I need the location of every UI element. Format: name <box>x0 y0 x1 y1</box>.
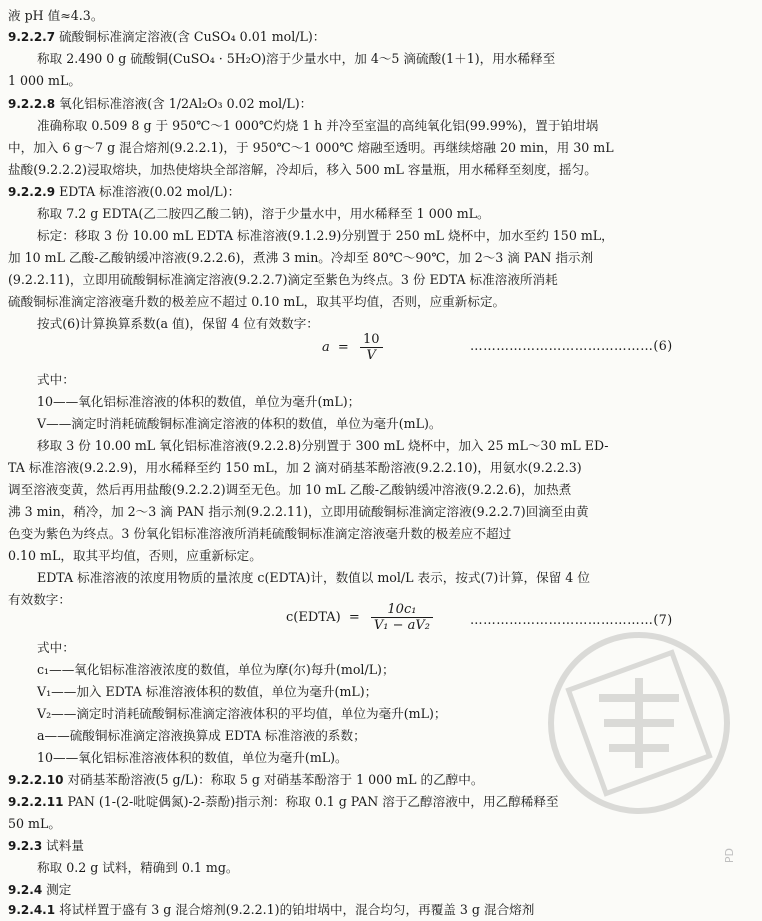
text-line <box>37 372 762 388</box>
line-text: 标定：移取 3 份 10.00 mL EDTA 标准溶液(9.1.2.9)分别置于 250 mL 烧杯中，加水至约 150 mL， <box>37 228 614 243</box>
section-number: 9.2.3 <box>8 839 43 853</box>
formula-7-equals: = <box>348 610 360 625</box>
section-heading <box>8 29 733 45</box>
text-line <box>37 570 762 586</box>
line-text: 有效数字： <box>8 592 71 607</box>
line-text: V——滴定时消耗硫酸铜标准滴定溶液的体积的数值，单位为毫升(mL)。 <box>37 416 442 431</box>
formula-7-label: (7) <box>653 612 673 627</box>
line-text: TA 标准溶液(9.2.2.9)，用水稀释至约 150 mL，加 2 滴对硝基苯酚溶液(9.2.2.10)，用氨水(9.2.2.3) <box>8 460 582 475</box>
text-line <box>37 684 762 700</box>
text-line <box>37 662 762 678</box>
line-text: 将试样置于盛有 3 g 混合熔剂(9.2.2.1)的铂坩埚中，混合均匀，再覆盖 3 g 混合熔剂 <box>55 902 535 917</box>
section-heading <box>8 794 733 810</box>
text-line <box>8 816 733 832</box>
section-number: 9.2.2.9 <box>8 185 56 199</box>
formula-6-fraction <box>360 332 383 363</box>
line-text: 色变为紫色为终点。3 份氧化铝标准溶液所消耗硫酸铜标准滴定溶液毫升数的极差应不超过 <box>8 526 512 541</box>
line-text: 式中： <box>37 372 75 387</box>
formula-7-numerator: 10c₁ <box>371 602 433 618</box>
line-text: 沸 3 min，稍冷，加 2～3 滴 PAN 指示剂(9.2.2.11)，立即用硫酸铜标准滴定溶液(9.2.2.7)回滴至由黄 <box>8 504 589 519</box>
section-number: 9.2.2.11 <box>8 795 64 809</box>
text-line <box>8 504 733 520</box>
line-text: 10——氧化铝标准溶液体积的数值，单位为毫升(mL)。 <box>37 750 348 765</box>
line-text: 试料量 <box>42 838 84 853</box>
formula-7-lhs: c(EDTA) <box>286 610 341 625</box>
text-line <box>8 592 733 608</box>
section-heading <box>8 96 733 112</box>
text-line <box>37 316 762 332</box>
line-text: V₂——滴定时消耗硫酸铜标准滴定溶液体积的平均值，单位为毫升(mL)； <box>37 706 447 721</box>
line-text: 加 10 mL 乙酸-乙酸钠缓冲溶液(9.2.2.6)，煮沸 3 min。冷却至 80℃～90℃，加 2～3 滴 PAN 指示剂 <box>8 250 594 265</box>
section-heading <box>8 882 733 898</box>
text-line <box>37 394 762 410</box>
line-text: 10——氧化铝标准溶液的体积的数值，单位为毫升(mL)； <box>37 394 361 409</box>
line-text: c₁——氧化铝标准溶液浓度的数值，单位为摩(尔)每升(mol/L)； <box>37 662 395 677</box>
text-line <box>8 162 733 178</box>
line-text: 中，加入 6 g～7 g 混合熔剂(9.2.2.1)，于 950℃～1 000℃ 熔融至透明。再继续熔融 20 min，用 30 mL <box>8 140 614 155</box>
text-line <box>37 438 762 454</box>
text-line <box>8 73 733 89</box>
section-number: 9.2.2.10 <box>8 773 64 787</box>
text-line <box>37 860 762 876</box>
section-number: 9.2.2.7 <box>8 30 56 44</box>
formula-6-numerator: 10 <box>360 332 383 348</box>
line-text: 准确称取 0.509 8 g 于 950℃～1 000℃灼烧 1 h 并冷至室温的高纯氧化铝(99.99%)，置于铂坩埚 <box>37 118 599 133</box>
section-number: 9.2.4 <box>8 883 43 897</box>
line-text: 调至溶液变黄，然后再用盐酸(9.2.2.2)调至无色。加 10 mL 乙酸-乙酸钠缓冲溶液(9.2.2.6)，加热煮 <box>8 482 572 497</box>
text-line <box>37 706 762 722</box>
line-text: 称取 2.490 0 g 硫酸铜(CuSO₄ · 5H₂O)溶于少量水中，加 4～5 滴硫酸(1＋1)，用水稀释至 <box>37 51 556 66</box>
formula-6 <box>322 332 386 363</box>
text-line <box>37 416 762 432</box>
text-line <box>37 728 762 744</box>
line-text: 1 000 mL。 <box>8 73 81 88</box>
seal-stamp-icon <box>544 628 734 818</box>
formula-6-denominator: V <box>366 348 376 363</box>
text-line <box>37 118 762 134</box>
section-heading <box>8 838 733 854</box>
text-line <box>8 8 733 24</box>
text-line <box>37 206 762 222</box>
text-line <box>8 460 733 476</box>
text-line <box>8 526 733 542</box>
line-text: 液 pH 值≈4.3。 <box>8 8 104 23</box>
section-number: 9.2.4.1 <box>8 903 56 917</box>
line-text: 氧化铝标准溶液(含 1/2Al₂O₃ 0.02 mol/L)： <box>55 96 313 111</box>
line-text: 0.10 mL，取其平均值，否则，应重新标定。 <box>8 548 262 563</box>
section-heading <box>8 772 733 788</box>
line-text: 称取 0.2 g 试料，精确到 0.1 mg。 <box>37 860 239 875</box>
text-line <box>8 548 733 564</box>
line-text: 式中： <box>37 640 75 655</box>
line-text: PAN (1-(2-吡啶偶氮)-2-萘酚)指示剂：称取 0.1 g PAN 溶于乙醇溶液中，用乙醇稀释至 <box>63 794 559 809</box>
line-text: 50 mL。 <box>8 816 61 831</box>
text-line <box>37 750 762 766</box>
line-text: (9.2.2.11)，立即用硫酸铜标准滴定溶液(9.2.2.7)滴定至紫色为终点。3 份 EDTA 标准溶液所消耗 <box>8 272 558 287</box>
text-line <box>8 140 733 156</box>
formula-6-equals: = <box>337 340 349 355</box>
text-line <box>8 482 733 498</box>
line-text: EDTA 标准溶液的浓度用物质的量浓度 c(EDTA)计，数值以 mol/L 表示，按式(7)计算，保留 4 位 <box>37 570 590 585</box>
formula-6-lhs: a <box>322 340 330 355</box>
section-heading <box>8 902 733 918</box>
line-text: 按式(6)计算换算系数(a 值)，保留 4 位有效数字： <box>37 316 319 331</box>
text-line <box>8 294 733 310</box>
line-text: EDTA 标准溶液(0.02 mol/L)： <box>55 184 241 199</box>
line-text: a——硫酸铜标准滴定溶液换算成 EDTA 标准溶液的系数； <box>37 728 366 743</box>
text-line <box>37 228 762 244</box>
formula-6-leader: ……………………………………(6) <box>470 338 673 353</box>
watermark-text: PD <box>723 848 736 864</box>
text-line <box>8 272 733 288</box>
line-text: 称取 7.2 g EDTA(乙二胺四乙酸二钠)，溶于少量水中，用水稀释至 1 000 mL。 <box>37 206 490 221</box>
line-text: 盐酸(9.2.2.2)浸取熔块，加热使熔块全部溶解，冷却后，移入 500 mL 容量瓶，用水稀释至刻度，摇匀。 <box>8 162 597 177</box>
line-text: 硫酸铜标准滴定溶液(含 CuSO₄ 0.01 mol/L)： <box>55 29 326 44</box>
formula-7-leader: ……………………………………(7) <box>470 612 673 627</box>
formula-7-denominator: V₁ − aV₂ <box>373 618 430 633</box>
formula-6-label: (6) <box>653 338 673 353</box>
line-text: 移取 3 份 10.00 mL 氧化铝标准溶液(9.2.2.8)分别置于 300 mL 烧杯中，加入 25 mL～30 mL ED- <box>37 438 609 453</box>
line-text: V₁——加入 EDTA 标准溶液体积的数值，单位为毫升(mL)； <box>37 684 378 699</box>
section-heading <box>8 184 733 200</box>
section-number: 9.2.2.8 <box>8 97 56 111</box>
line-text: 硫酸铜标准滴定溶液毫升数的极差应不超过 0.10 mL，取其平均值，否则，应重新标定。 <box>8 294 506 309</box>
text-line <box>8 250 733 266</box>
line-text: 对硝基苯酚溶液(5 g/L)：称取 5 g 对硝基苯酚溶于 1 000 mL 的乙醇中。 <box>63 772 484 787</box>
text-line <box>37 51 762 67</box>
text-line <box>37 640 762 656</box>
line-text: 测定 <box>42 882 72 897</box>
